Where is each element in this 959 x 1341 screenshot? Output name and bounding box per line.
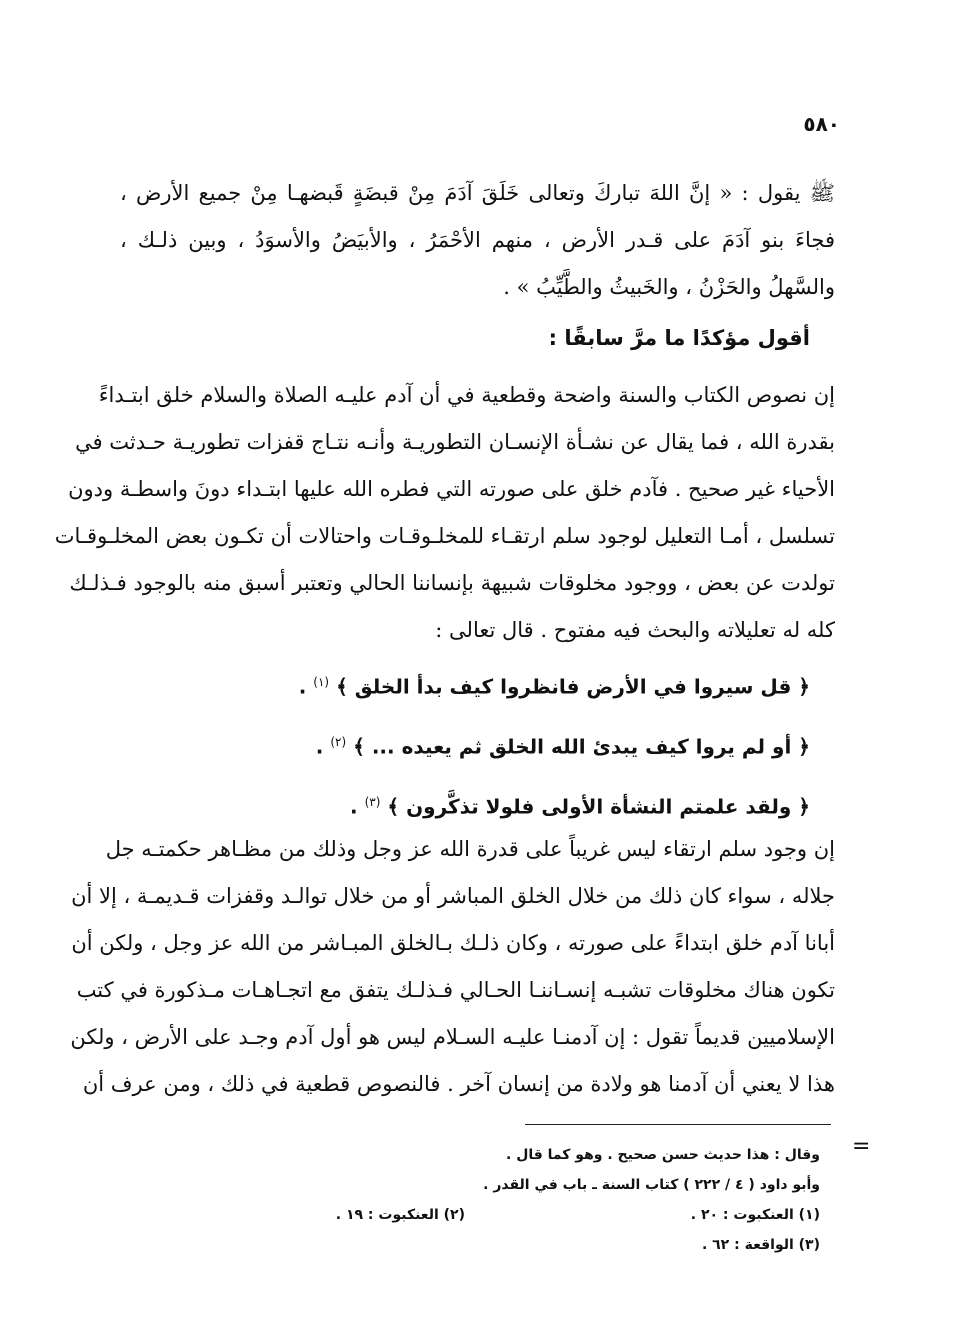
footnote-ref: (٣): [364, 795, 381, 809]
paragraph-1-line: كله له تعليلاته والبحث فيه مفتوح . قال تعالى :: [435, 618, 835, 642]
hadith-line-3: والسَّهلُ والحَزْنُ ، والخَبيثُ والطَّيِّبُ » .: [503, 275, 835, 299]
paragraph-1-line: تولدت عن بعض ، ووجود مخلوقات شبيهة بإنساننا الحالي وتعتبر أسبق منه بالوجود فـذلـك: [69, 571, 835, 595]
paragraph-2-line: جلاله ، سواء كان ذلك من خلال الخلق المباشر أو من خلال توالـد وقفزات قـديمـة ، إلا أن: [71, 884, 835, 908]
footnote-line: وأبو داود ( ٤ / ٢٢٢ ) كتاب السنة ـ باب في القدر .: [483, 1177, 820, 1193]
paragraph-2-line: هذا لا يعني أن آدمنا هو ولادة من إنسان آخر . فالنصوص قطعية في ذلك ، ومن عرف أن: [82, 1072, 835, 1096]
verse-end: .: [350, 794, 358, 819]
hadith-quote: [120, 170, 835, 311]
footnote-2: (٢) العنكبوت : ١٩ .: [335, 1207, 465, 1223]
verse-2: [120, 712, 810, 772]
verse-text: ﴿ قل سيروا في الأرض فانظروا كيف بدأ الخلق ﴾: [336, 674, 810, 699]
footnote-row: [300, 1200, 820, 1230]
paragraph-1: [54, 372, 835, 654]
footnotes: [300, 1140, 820, 1260]
section-heading: أقول مؤكدًا ما مرَّ سابقًا :: [548, 326, 810, 350]
hadith-line-1: ﷺ يقول : « إنَّ اللهَ تباركَ وتعالى خَلَقَ آدَمَ مِنْ قبضَةٍ قَبضهـا مِنْ جميع الأرض ،: [120, 181, 835, 205]
footnote-3: (٣) الواقعة : ٦٢ .: [701, 1237, 820, 1253]
paragraph-1-line: تسلسل ، أمـا التعليل لوجود سلم ارتقـاء للمخلـوقـات واحتالات أن تكـون بعض المخلـوقـات: [54, 524, 835, 548]
paragraph-2: [70, 826, 835, 1108]
verse-3: [120, 772, 810, 832]
verse-text: ﴿ أو لم يروا كيف يبدئ الله الخلق ثم يعيده ... ﴾: [353, 734, 810, 759]
verse-end: .: [315, 734, 324, 759]
hadith-line-2: فجاءَ بنو آدَمَ على قـدر الأرض ، منهم الأحْمَرُ ، والأبيَضُ والأسوَدُ ، وبين ذلـك ،: [120, 228, 835, 252]
paragraph-1-line: بقدرة الله ، فما يقال عن نشـأة الإنسـان التطوريـة وأنـه نتـاج قفزات تطوريـة حـدثت في: [75, 430, 835, 454]
verse-end: .: [298, 674, 307, 699]
footnote-line: وقال : هذا حديث حسن صحيح . وهو كما قال .: [506, 1147, 820, 1163]
footnote-ref: (٢): [330, 735, 347, 749]
paragraph-1-line: إن نصوص الكتاب والسنة واضحة وقطعية في أن آدم عليـه الصلاة والسلام خلق ابتـداءً: [98, 383, 835, 407]
paragraph-2-line: أبانا آدم خلق ابتداءً على صورته ، وكان ذلـك بـالخلق المبـاشر من الله عز وجل ، ولكن أن: [71, 931, 835, 955]
verse-text: ﴿ ولقد علمتم النشأة الأولى فلولا تذكَّرون ﴾: [387, 794, 810, 819]
paragraph-2-line: الإسلاميين قديماً تقول : إن آدمنـا عليـه السـلام ليس هو أول آدم وجـد على الأرض ، ولكن: [70, 1025, 835, 1049]
paragraph-2-line: إن وجود سلم ارتقاء ليس غريباً على قدرة الله عز وجل وذلك من مظـاهر حكمتـه جل: [105, 837, 835, 861]
page-number: ٥٨٠: [803, 112, 840, 136]
footnote-ref: (١): [313, 675, 330, 689]
footnote-divider: [525, 1124, 831, 1125]
paragraph-2-line: تكون هناك مخلوقات تشبـه إنسـاننـا الحـالي فـذلـك يتفق مع اتجـاهـات مـذكورة في كتب: [76, 978, 835, 1002]
quran-verses: [120, 652, 810, 832]
verse-1: [120, 652, 810, 712]
paragraph-1-line: الأحياء غير صحيح . فآدم خلق على صورته التي فطره الله عليها ابتـداء دونَ واسطـة ودون: [68, 477, 835, 501]
footnote-1: (١) العنكبوت : ٢٠ .: [690, 1207, 820, 1223]
footnote-continuation-mark: =: [852, 1134, 871, 1159]
